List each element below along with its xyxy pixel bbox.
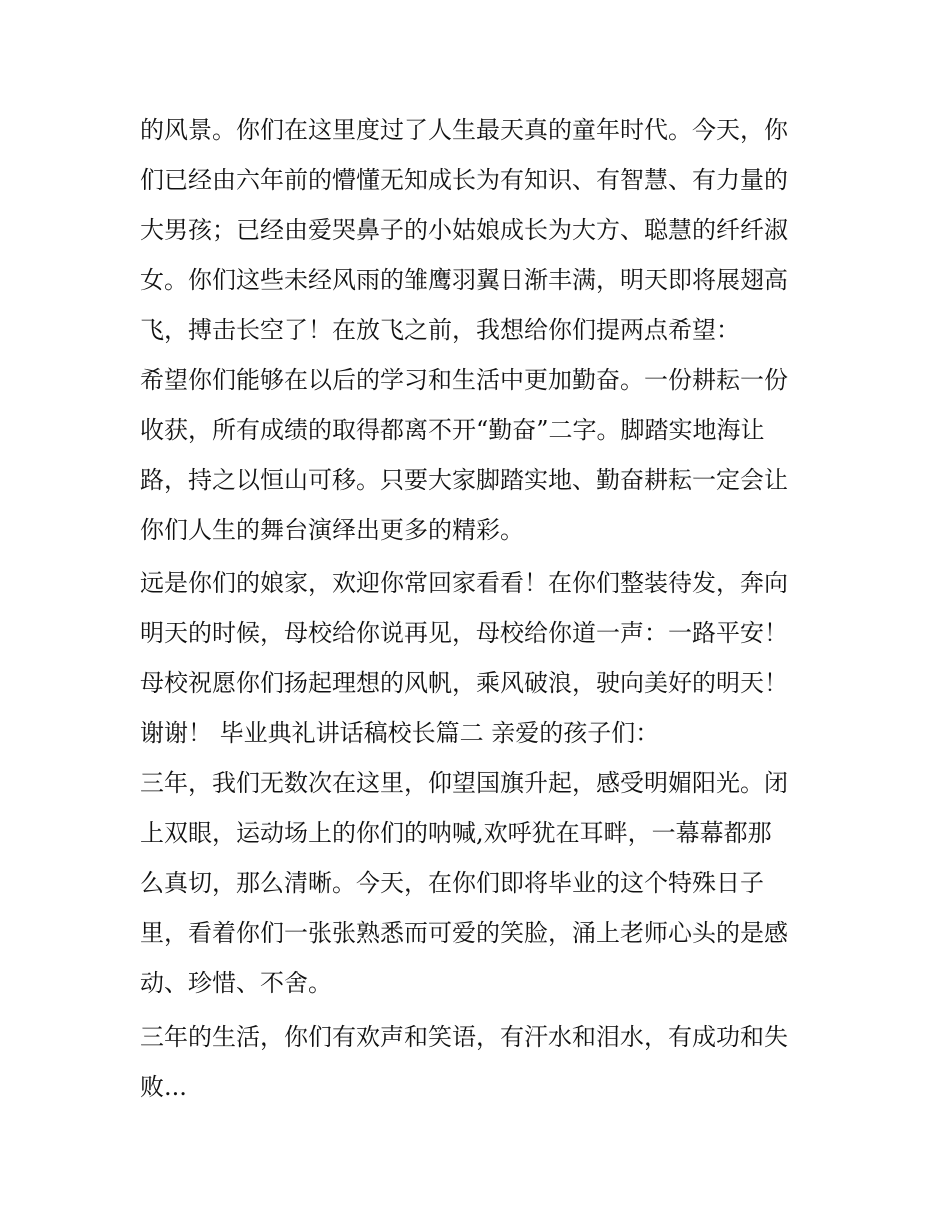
text-line-3: 大男孩；已经由爱哭鼻子的小姑娘成长为大方、聪慧的纤纤淑 (140, 216, 788, 244)
text-line-16: 么真切，那么清晰。今天，在你们即将毕业的这个特殊日子 (140, 869, 764, 897)
text-line-4: 女。你们这些未经风雨的雏鹰羽翼日渐丰满，明天即将展翅高 (140, 266, 788, 294)
text-line-20: 败... (140, 1073, 187, 1101)
text-line-9: 你们人生的舞台演绎出更多的精彩。 (140, 516, 524, 544)
text-line-1: 的风景。你们在这里度过了人生最天真的童年时代。今天，你 (140, 116, 788, 144)
text-line-6: 希望你们能够在以后的学习和生活中更加勤奋。一份耕耘一份 (140, 366, 788, 394)
text-line-5: 飞，搏击长空了！在放飞之前，我想给你们提两点希望： (140, 316, 740, 344)
text-line-19: 三年的生活，你们有欢声和笑语，有汗水和泪水，有成功和失 (140, 1023, 788, 1051)
text-line-14: 三年，我们无数次在这里，仰望国旗升起，感受明媚阳光。闭 (140, 769, 788, 797)
text-line-11: 明天的时候，母校给你说再见，母校给你道一声：一路平安！ (140, 619, 788, 647)
text-line-18: 动、珍惜、不舍。 (140, 969, 332, 997)
text-line-2: 们已经由六年前的懵懂无知成长为有知识、有智慧、有力量的 (140, 166, 788, 194)
text-line-12: 母校祝愿你们扬起理想的风帆，乘风破浪，驶向美好的明天！ (140, 669, 788, 697)
text-line-13: 谢谢！ 毕业典礼讲话稿校长篇二 亲爱的孩子们： (140, 719, 660, 747)
text-line-8: 路，持之以恒山可移。只要大家脚踏实地、勤奋耕耘一定会让 (140, 466, 788, 494)
text-line-15: 上双眼，运动场上的你们的呐喊,欢呼犹在耳畔，一幕幕都那 (140, 819, 772, 847)
text-line-10: 远是你们的娘家，欢迎你常回家看看！在你们整装待发，奔向 (140, 569, 788, 597)
text-line-7: 收获，所有成绩的取得都离不开“勤奋”二字。脚踏实地海让 (140, 416, 765, 444)
text-line-17: 里，看着你们一张张熟悉而可爱的笑脸，涌上老师心头的是感 (140, 919, 788, 947)
